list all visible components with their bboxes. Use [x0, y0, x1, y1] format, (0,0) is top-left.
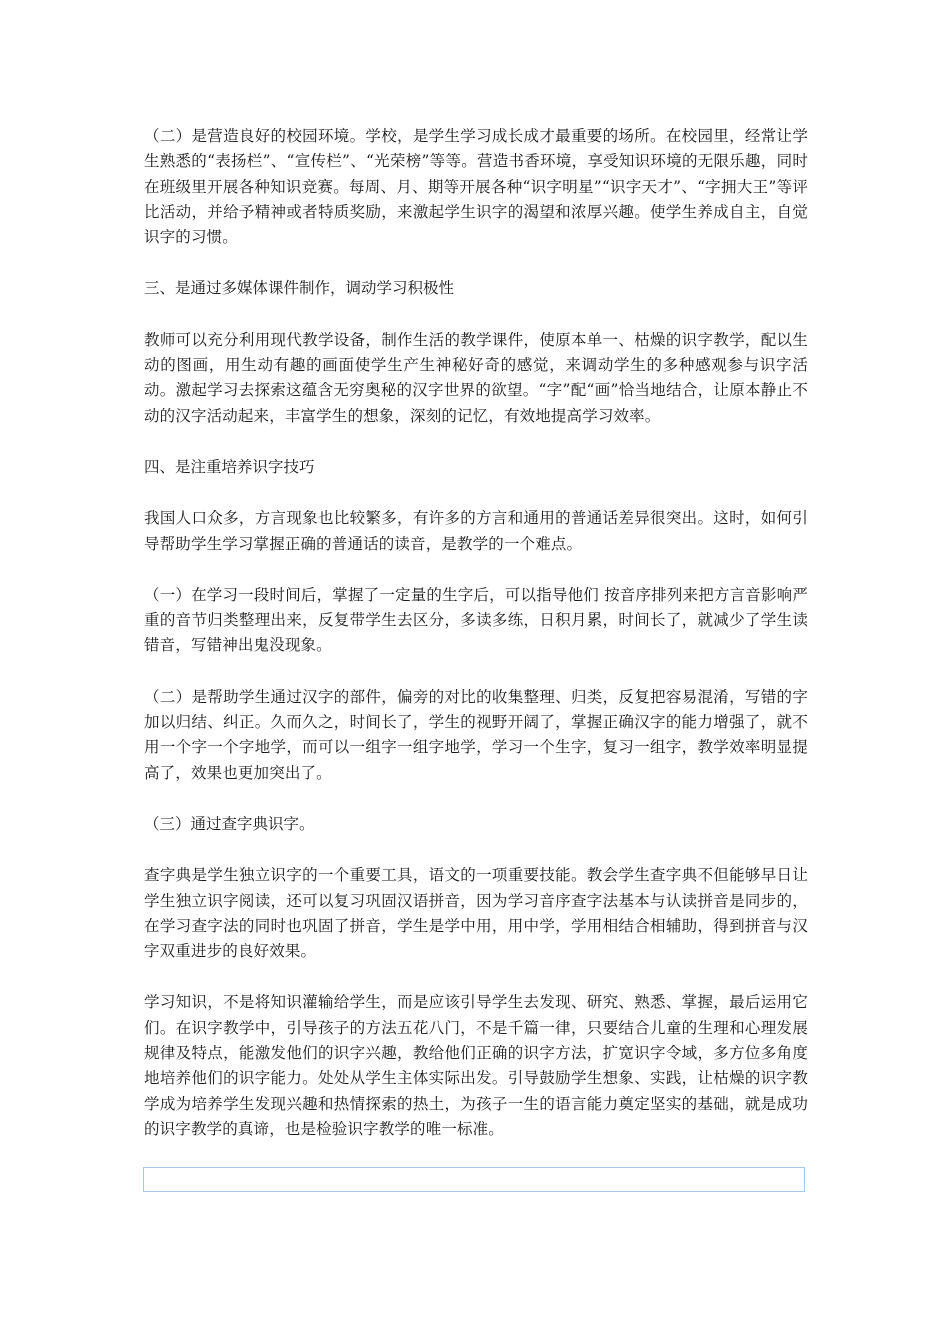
paragraph-gap: [144, 480, 808, 506]
paragraph-radicals: （二）是帮助学生通过汉字的部件，偏旁的对比的收集整理、归类，反复把容易混淆，写错的字加以归结、纠正。久而久之，时间长了，学生的视野开阔了，掌握正确汉字的能力增强了，就不用一个字一个字地学，而可以一组字一组字地学，学习一个生字，复习一组字，教学效率明显提高了，效果也更加突出了。: [144, 687, 808, 782]
paragraph-gap: [144, 964, 808, 990]
paragraph-gap: [144, 429, 808, 455]
paragraph-sorting-syllables: （一）在学习一段时间后，掌握了一定量的生字后，可以指导他们 按音序排列来把方言音影响严重的音节归类整理出来，反复带学生去区分，多读多练，日积月累，时间长了，就减少了学生读错音，写错神出鬼没现象。: [144, 585, 808, 655]
document-body: [144, 124, 808, 1142]
paragraph-dictionary: 查字典是学生独立识字的一个重要工具，语文的一项重要技能。教会学生查字典不但能够早日让学生独立识字阅读，还可以复习巩固汉语拼音，因为学习音序查字法基本与认读拼音是同步的，在学习查字法的同时也巩固了拼音，学生是学中用，用中学，学用相结合相辅助，得到拼音与汉字双重进步的良好效果。: [144, 866, 808, 961]
paragraph-gap: [144, 557, 808, 583]
paragraph-gap: [144, 837, 808, 863]
paragraph-gap: [144, 659, 808, 685]
section-heading-literacy-skills: 四、是注重培养识字技巧: [144, 457, 315, 476]
empty-text-box[interactable]: [143, 1167, 805, 1192]
section-heading-multimedia: 三、是通过多媒体课件制作，调动学习积极性: [144, 279, 455, 298]
paragraph-campus-environment: （二）是营造良好的校园环境。学校，是学生学习成长成才最重要的场所。在校园里，经常让学生熟悉的“表扬栏”、“宣传栏”、“光荣榜”等等。营造书香环境，享受知识环境的无限乐趣，同时在班级里开展各种知识竞赛。每周、月、期等开展各种“识字明星”“识字天才”、“字拥大王”等评比活动，并给予精神或者特质奖励，来激起学生识字的渴望和浓厚兴趣。使学生养成自主，自觉识字的习惯。: [144, 127, 808, 247]
paragraph-gap: [144, 302, 808, 328]
subheading-dictionary: （三）通过查字典识字。: [144, 814, 315, 833]
paragraph-multimedia: 教师可以充分利用现代教学设备，制作生活的教学课件，使原本单一、枯燥的识字教学，配以生动的图画，用生动有趣的画面使学生产生神秘好奇的感觉，来调动学生的多种感观参与识字活动。激起学习去探索这蕴含无穷奥秘的汉字世界的欲望。“字”配“画”恰当地结合，让原本静止不动的汉字活动起来，丰富学生的想象，深刻的记忆，有效地提高学习效率。: [144, 330, 808, 425]
paragraph-gap: [144, 786, 808, 812]
paragraph-dialects: 我国人口众多，方言现象也比较繁多，有许多的方言和通用的普通话差异很突出。这时，如何引导帮助学生学习掌握正确的普通话的读音，是教学的一个难点。: [144, 509, 808, 553]
paragraph-conclusion: 学习知识，不是将知识灌输给学生，而是应该引导学生去发现、研究、熟悉、掌握，最后运用它们。在识字教学中，引导孩子的方法五花八门，不是千篇一律，只要结合儿童的生理和心理发展规律及特点，能激发他们的识字兴趣，教给他们正确的识字方法，扩宽识字令域，多方位多角度地培养他们的识字能力。处处从学生主体实际出发。引导鼓励学生想象、实践，让枯燥的识字教学成为培养学生发现兴趣和热情探索的热土，为孩子一生的语言能力奠定坚实的基础，就是成功的识字教学的真谛，也是检验识字教学的唯一标准。: [144, 993, 808, 1138]
paragraph-gap: [144, 250, 808, 276]
